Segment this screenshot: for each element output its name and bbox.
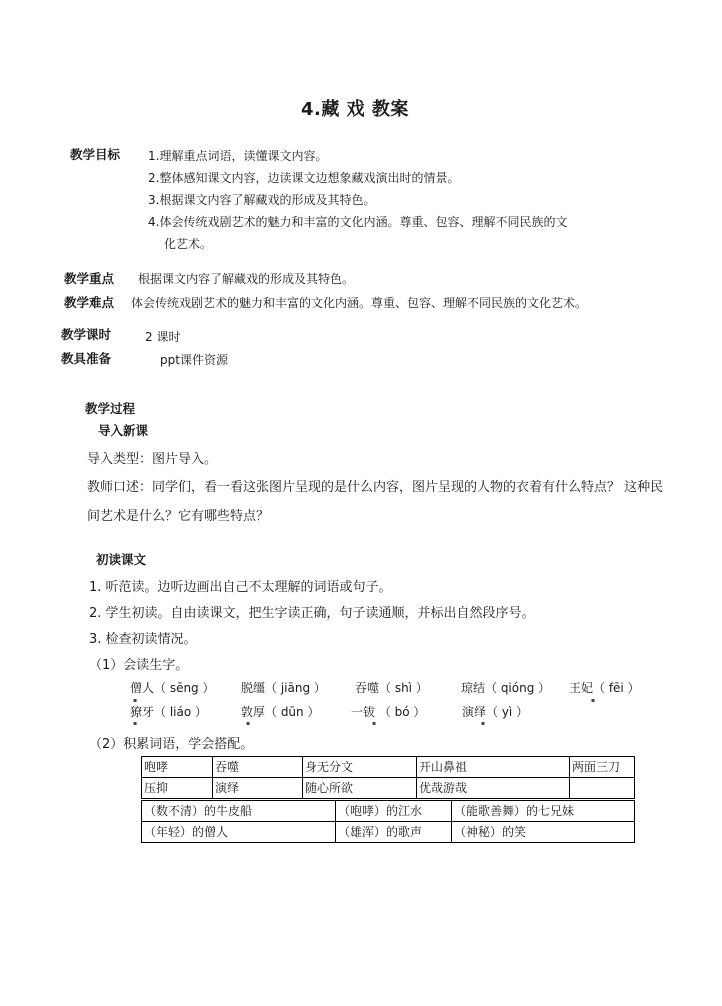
char-entry: 演绎（ yì ） xyxy=(462,705,529,719)
goal-continuation: 化艺术。 xyxy=(164,237,213,251)
goal-number: 3. xyxy=(148,193,160,207)
difficulty-label: 教学难点 xyxy=(64,295,115,310)
table-cell: 压抑 xyxy=(142,778,213,799)
emphasis-dot: ▪ xyxy=(481,720,486,727)
goal-item-2 xyxy=(148,169,459,186)
table-cell: （神秘）的笑 xyxy=(452,822,635,843)
goal-text: 理解重点词语，读懂课文内容。 xyxy=(159,149,328,163)
table-cell: 咆哮 xyxy=(142,757,213,778)
emphasis-dot: ▪ xyxy=(246,720,251,727)
char-entry: 一钹 （ bó ） xyxy=(351,705,426,719)
first-reading-heading: 初读课文 xyxy=(96,552,147,567)
intro-type: 导入类型：图片导入。 xyxy=(87,452,218,467)
word-table xyxy=(141,756,635,799)
table-cell: 两面三刀 xyxy=(570,757,635,778)
table-row xyxy=(142,801,635,822)
table-cell: （雄浑）的歌声 xyxy=(336,822,452,843)
table-cell: （年轻）的僧人 xyxy=(142,822,336,843)
goal-text: 体会传统戏剧艺术的魅力和丰富的文化内涵。尊重、包容、理解不同民族的文 xyxy=(159,215,568,229)
goal-item-1 xyxy=(148,147,327,164)
reading-step-3: 3. 检查初读情况。 xyxy=(89,632,197,647)
collocation-table xyxy=(141,800,635,843)
hours-text: 2 课时 xyxy=(145,330,181,344)
prep-text: ppt课件资源 xyxy=(160,353,228,367)
table-cell: （能歌善舞）的七兄妹 xyxy=(452,801,635,822)
table-cell: （数不清）的牛皮船 xyxy=(142,801,336,822)
emphasis-dot: ▪ xyxy=(372,720,377,727)
table-cell: 优哉游哉 xyxy=(417,778,570,799)
table-cell: 开山鼻祖 xyxy=(417,757,570,778)
goal-item-4 xyxy=(148,213,567,230)
goals-label: 教学目标 xyxy=(70,147,121,162)
emphasis-dot: ▪ xyxy=(133,697,138,704)
table-row xyxy=(142,757,635,778)
char-entry: 獠牙（ liáo ） xyxy=(130,705,207,719)
char-entry: 吞噬（ shì ） xyxy=(355,681,428,695)
key-point-text: 根据课文内容了解藏戏的形成及其特色。 xyxy=(138,272,355,286)
goal-number: 2. xyxy=(148,171,160,185)
char-entry: 脱缰（ jiāng ） xyxy=(241,681,326,695)
teacher-speech-line1: 教师口述：同学们，看一看这张图片呈现的是什么内容，图片呈现的人物的衣着有什么特点？ 这种民 xyxy=(87,480,664,495)
page-title: 4.藏 戏 教案 xyxy=(301,99,409,120)
table-row xyxy=(142,822,635,843)
difficulty-text: 体会传统戏剧艺术的魅力和丰富的文化内涵。尊重、包容、理解不同民族的文化艺术。 xyxy=(131,296,588,310)
reading-step-2: 2. 学生初读。自由读课文，把生字读正确，句子读通顺，并标出自然段序号。 xyxy=(89,606,535,621)
emphasis-dot: ▪ xyxy=(133,720,138,727)
char-entry: 敦厚（ dūn ） xyxy=(241,705,320,719)
process-heading: 教学过程 xyxy=(85,401,136,416)
intro-heading: 导入新课 xyxy=(98,423,149,438)
goal-number: 4. xyxy=(148,215,160,229)
table-cell: 身无分文 xyxy=(303,757,417,778)
goal-item-3 xyxy=(148,191,375,208)
table-row xyxy=(142,778,635,799)
goal-number: 1. xyxy=(148,149,160,163)
table-cell: （咆哮）的江水 xyxy=(336,801,452,822)
prep-label: 教具准备 xyxy=(61,351,112,366)
goal-text: 整体感知课文内容，边读课文边想象藏戏演出时的情景。 xyxy=(159,171,460,185)
emphasis-dot: ▪ xyxy=(591,697,596,704)
sub-heading-read-chars: （1）会读生字。 xyxy=(89,658,189,673)
goal-text: 根据课文内容了解藏戏的形成及其特色。 xyxy=(159,193,376,207)
reading-step-1: 1. 听范读。边听边画出自己不太理解的词语或句子。 xyxy=(89,580,392,595)
table-cell: 吞噬 xyxy=(213,757,303,778)
char-entry: 王妃（ fēi ） xyxy=(569,681,640,695)
table-cell: 随心所欲 xyxy=(303,778,417,799)
hours-label: 教学课时 xyxy=(61,327,112,342)
char-entry: 琼结（ qióng ） xyxy=(461,681,551,695)
sub-heading-words: （2）积累词语，学会搭配。 xyxy=(89,737,254,752)
teacher-speech-line2: 间艺术是什么？它有哪些特点？ xyxy=(87,509,270,524)
table-cell xyxy=(570,778,635,799)
table-cell: 演绎 xyxy=(213,778,303,799)
char-entry: 僧人（ sēng ） xyxy=(130,681,215,695)
key-point-label: 教学重点 xyxy=(64,271,115,286)
